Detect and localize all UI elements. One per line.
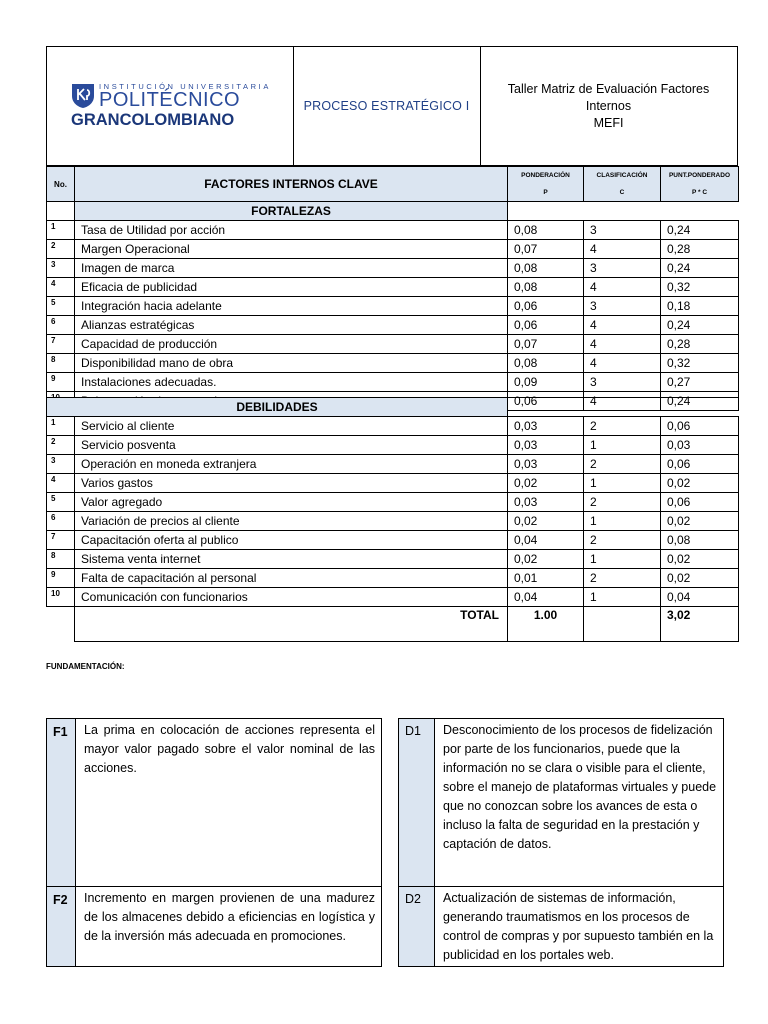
ponderacion-value: 0,03 xyxy=(508,493,584,512)
factor-name: Servicio posventa xyxy=(75,436,508,455)
fortalezas-table xyxy=(46,166,739,411)
ponderacion-value: 0,04 xyxy=(508,531,584,550)
fortaleza-row xyxy=(47,278,739,297)
fortalezas-section-row xyxy=(47,202,739,221)
clasificacion-value: 4 xyxy=(584,354,661,373)
total-label: TOTAL xyxy=(75,607,508,642)
row-number: 1 xyxy=(47,417,75,436)
debilidad-row xyxy=(47,512,739,531)
factor-name: Eficacia de publicidad xyxy=(75,278,508,297)
row-number: 2 xyxy=(47,240,75,259)
ponderacion-value: 0,01 xyxy=(508,569,584,588)
row-number: 8 xyxy=(47,354,75,373)
fortalezas-label: FORTALEZAS xyxy=(75,202,508,221)
process-title: PROCESO ESTRATÉGICO I xyxy=(293,47,481,165)
ponderacion-value: 0,03 xyxy=(508,436,584,455)
ponderacion-value: 0,09 xyxy=(508,373,584,392)
d1-row xyxy=(399,719,724,887)
col-pond-sub: P xyxy=(543,189,548,196)
debilidad-row xyxy=(47,531,739,550)
logo-cell xyxy=(47,47,294,165)
col-clas-label: CLASIFICACIÓN xyxy=(596,172,648,179)
fortalezas-justification-table xyxy=(46,718,382,967)
fundamentacion-label: FUNDAMENTACIÓN: xyxy=(46,662,125,671)
factor-name: Valor agregado xyxy=(75,493,508,512)
debilidad-row xyxy=(47,417,739,436)
debilidad-row xyxy=(47,588,739,607)
factor-name: Alianzas estratégicas xyxy=(75,316,508,335)
fortaleza-row xyxy=(47,297,739,316)
row-number: 6 xyxy=(47,316,75,335)
row-number: 9 xyxy=(47,373,75,392)
ponderacion-value: 0,03 xyxy=(508,455,584,474)
debilidad-row xyxy=(47,455,739,474)
col-punt-sub: P * C xyxy=(691,189,708,196)
total-row xyxy=(47,607,739,642)
row-number: 6 xyxy=(47,512,75,531)
ponderacion-value: 0,07 xyxy=(508,240,584,259)
title-line-3: MEFI xyxy=(593,115,624,130)
factor-name: Varios gastos xyxy=(75,474,508,493)
factor-name: Margen Operacional xyxy=(75,240,508,259)
total-ponderacion: 1.00 xyxy=(508,607,584,642)
debilidad-row xyxy=(47,436,739,455)
fortaleza-row xyxy=(47,335,739,354)
blank-cell xyxy=(508,398,739,417)
row-number: 4 xyxy=(47,474,75,493)
factor-name: Tasa de Utilidad por acción xyxy=(75,221,508,240)
clasificacion-value: 3 xyxy=(584,373,661,392)
puntaje-value: 0,18 xyxy=(661,297,739,316)
factor-name: Capacidad de producción xyxy=(75,335,508,354)
row-number: 5 xyxy=(47,493,75,512)
puntaje-value: 0,28 xyxy=(661,240,739,259)
d1-text: Desconocimiento de los procesos de fidelización por parte de los funcionarios, puede que la información no se clara o visible para el cliente, sobre el manejo de plataformas virtuales y puede que no conozcan sobre los avances de esta o incluso la falta de seguridad en la prestación y captación de datos. xyxy=(435,719,724,887)
puntaje-value: 0,02 xyxy=(661,569,739,588)
clasificacion-value: 1 xyxy=(584,550,661,569)
col-factor-header: FACTORES INTERNOS CLAVE xyxy=(75,167,508,202)
total-puntaje: 3,02 xyxy=(661,607,739,642)
clasificacion-value: 1 xyxy=(584,474,661,493)
f2-row xyxy=(47,887,382,967)
f2-text: Incremento en margen provienen de una madurez de los almacenes debido a eficiencias en logística y de la inversión más adecuada en promociones. xyxy=(76,887,382,967)
row-number: 7 xyxy=(47,531,75,550)
ponderacion-value: 0,02 xyxy=(508,512,584,531)
debilidad-row xyxy=(47,569,739,588)
clasificacion-value: 2 xyxy=(584,569,661,588)
ponderacion-value: 0,07 xyxy=(508,335,584,354)
clasificacion-value: 1 xyxy=(584,588,661,607)
d2-row xyxy=(399,887,724,967)
clasificacion-value: 3 xyxy=(584,297,661,316)
col-punt-label: PUNT.PONDERADO xyxy=(668,172,731,179)
row-number: 1 xyxy=(47,221,75,240)
ponderacion-value: 0,06 xyxy=(508,392,584,411)
ponderacion-value: 0,02 xyxy=(508,550,584,569)
puntaje-value: 0,06 xyxy=(661,455,739,474)
fortaleza-row xyxy=(47,221,739,240)
factor-name: Comunicación con funcionarios xyxy=(75,588,508,607)
puntaje-value: 0,24 xyxy=(661,392,739,411)
puntaje-value: 0,27 xyxy=(661,373,739,392)
debilidades-section-row xyxy=(47,398,739,417)
puntaje-value: 0,28 xyxy=(661,335,739,354)
ponderacion-value: 0,08 xyxy=(508,354,584,373)
clasificacion-value: 4 xyxy=(584,278,661,297)
document-title xyxy=(480,47,737,165)
f2-tag: F2 xyxy=(47,887,76,967)
ponderacion-value: 0,08 xyxy=(508,278,584,297)
f1-tag: F1 xyxy=(47,719,76,887)
factor-name: Capacitación oferta al publico xyxy=(75,531,508,550)
col-punt-header xyxy=(661,167,739,202)
debilidades-justification-table xyxy=(398,718,724,967)
clasificacion-value: 4 xyxy=(584,335,661,354)
debilidades-rows xyxy=(47,417,739,607)
d1-tag: D1 xyxy=(399,719,435,887)
clasificacion-value: 2 xyxy=(584,417,661,436)
total-clasificacion xyxy=(584,607,661,642)
puntaje-value: 0,24 xyxy=(661,221,739,240)
row-number: 2 xyxy=(47,436,75,455)
debilidad-row xyxy=(47,493,739,512)
clasificacion-value: 1 xyxy=(584,436,661,455)
clasificacion-value: 2 xyxy=(584,493,661,512)
fortaleza-row xyxy=(47,373,739,392)
puntaje-value: 0,02 xyxy=(661,474,739,493)
puntaje-value: 0,03 xyxy=(661,436,739,455)
debilidades-label: DEBILIDADES xyxy=(47,398,508,417)
table-header-row xyxy=(47,167,739,202)
col-pond-header xyxy=(508,167,584,202)
title-line-2: Internos xyxy=(585,98,632,113)
row-number: 3 xyxy=(47,455,75,474)
blank-cell xyxy=(508,202,739,221)
clasificacion-value: 1 xyxy=(584,512,661,531)
col-clas-sub: C xyxy=(619,189,625,196)
logo-main-text: POLITÉCNICO xyxy=(99,89,241,111)
f1-text: La prima en colocación de acciones representa el mayor valor pagado sobre el valor nominal de las acciones. xyxy=(76,719,382,887)
row-number: 10 xyxy=(47,588,75,607)
row-number: 9 xyxy=(47,569,75,588)
puntaje-value: 0,32 xyxy=(661,354,739,373)
factor-name: Falta de capacitación al personal xyxy=(75,569,508,588)
puntaje-value: 0,06 xyxy=(661,493,739,512)
ponderacion-value: 0,06 xyxy=(508,316,584,335)
debilidad-row xyxy=(47,474,739,493)
blank-cell xyxy=(47,202,75,221)
clasificacion-value: 3 xyxy=(584,221,661,240)
ponderacion-value: 0,02 xyxy=(508,474,584,493)
ponderacion-value: 0,06 xyxy=(508,297,584,316)
puntaje-value: 0,06 xyxy=(661,417,739,436)
factor-name: Servicio al cliente xyxy=(75,417,508,436)
factor-name: Instalaciones adecuadas. xyxy=(75,373,508,392)
ponderacion-value: 0,04 xyxy=(508,588,584,607)
col-no-header: No. xyxy=(47,167,75,202)
col-clas-header xyxy=(584,167,661,202)
blank-cell xyxy=(47,607,75,642)
f1-row xyxy=(47,719,382,887)
clasificacion-value: 3 xyxy=(584,259,661,278)
row-number: 4 xyxy=(47,278,75,297)
factor-name: Variación de precios al cliente xyxy=(75,512,508,531)
institution-logo xyxy=(71,81,281,131)
debilidades-table xyxy=(46,397,739,642)
col-pond-label: PONDERACIÓN xyxy=(521,172,570,179)
row-number: 5 xyxy=(47,297,75,316)
fortaleza-row xyxy=(47,259,739,278)
row-number: 3 xyxy=(47,259,75,278)
debilidad-row xyxy=(47,550,739,569)
puntaje-value: 0,04 xyxy=(661,588,739,607)
factor-name: Disponibilidad mano de obra xyxy=(75,354,508,373)
d2-tag: D2 xyxy=(399,887,435,967)
puntaje-value: 0,08 xyxy=(661,531,739,550)
logo-bottom-text: GRANCOLOMBIANO xyxy=(71,111,235,129)
fortalezas-rows xyxy=(47,221,739,411)
clasificacion-value: 4 xyxy=(584,316,661,335)
clasificacion-value: 2 xyxy=(584,531,661,550)
fortaleza-row xyxy=(47,354,739,373)
factor-name: Sistema venta internet xyxy=(75,550,508,569)
title-line-1: Taller Matriz de Evaluación Factores xyxy=(507,81,710,96)
puntaje-value: 0,24 xyxy=(661,259,739,278)
factor-name: Operación en moneda extranjera xyxy=(75,455,508,474)
logo-top-text: INSTITUCIÓN UNIVERSITARIA xyxy=(99,82,271,91)
puntaje-value: 0,02 xyxy=(661,512,739,531)
shield-icon xyxy=(71,83,95,109)
fortaleza-row xyxy=(47,316,739,335)
ponderacion-value: 0,08 xyxy=(508,221,584,240)
clasificacion-value: 4 xyxy=(584,240,661,259)
d2-text: Actualización de sistemas de información, generando traumatismos en los procesos de control de compras y por supuesto también en la publicidad en los portales web. xyxy=(435,887,724,967)
factor-name: Integración hacia adelante xyxy=(75,297,508,316)
row-number: 7 xyxy=(47,335,75,354)
puntaje-value: 0,24 xyxy=(661,316,739,335)
puntaje-value: 0,02 xyxy=(661,550,739,569)
document-header xyxy=(46,46,738,166)
ponderacion-value: 0,03 xyxy=(508,417,584,436)
clasificacion-value: 2 xyxy=(584,455,661,474)
clasificacion-value: 4 xyxy=(584,392,661,411)
factor-name: Imagen de marca xyxy=(75,259,508,278)
ponderacion-value: 0,08 xyxy=(508,259,584,278)
row-number: 8 xyxy=(47,550,75,569)
fortaleza-row xyxy=(47,240,739,259)
puntaje-value: 0,32 xyxy=(661,278,739,297)
